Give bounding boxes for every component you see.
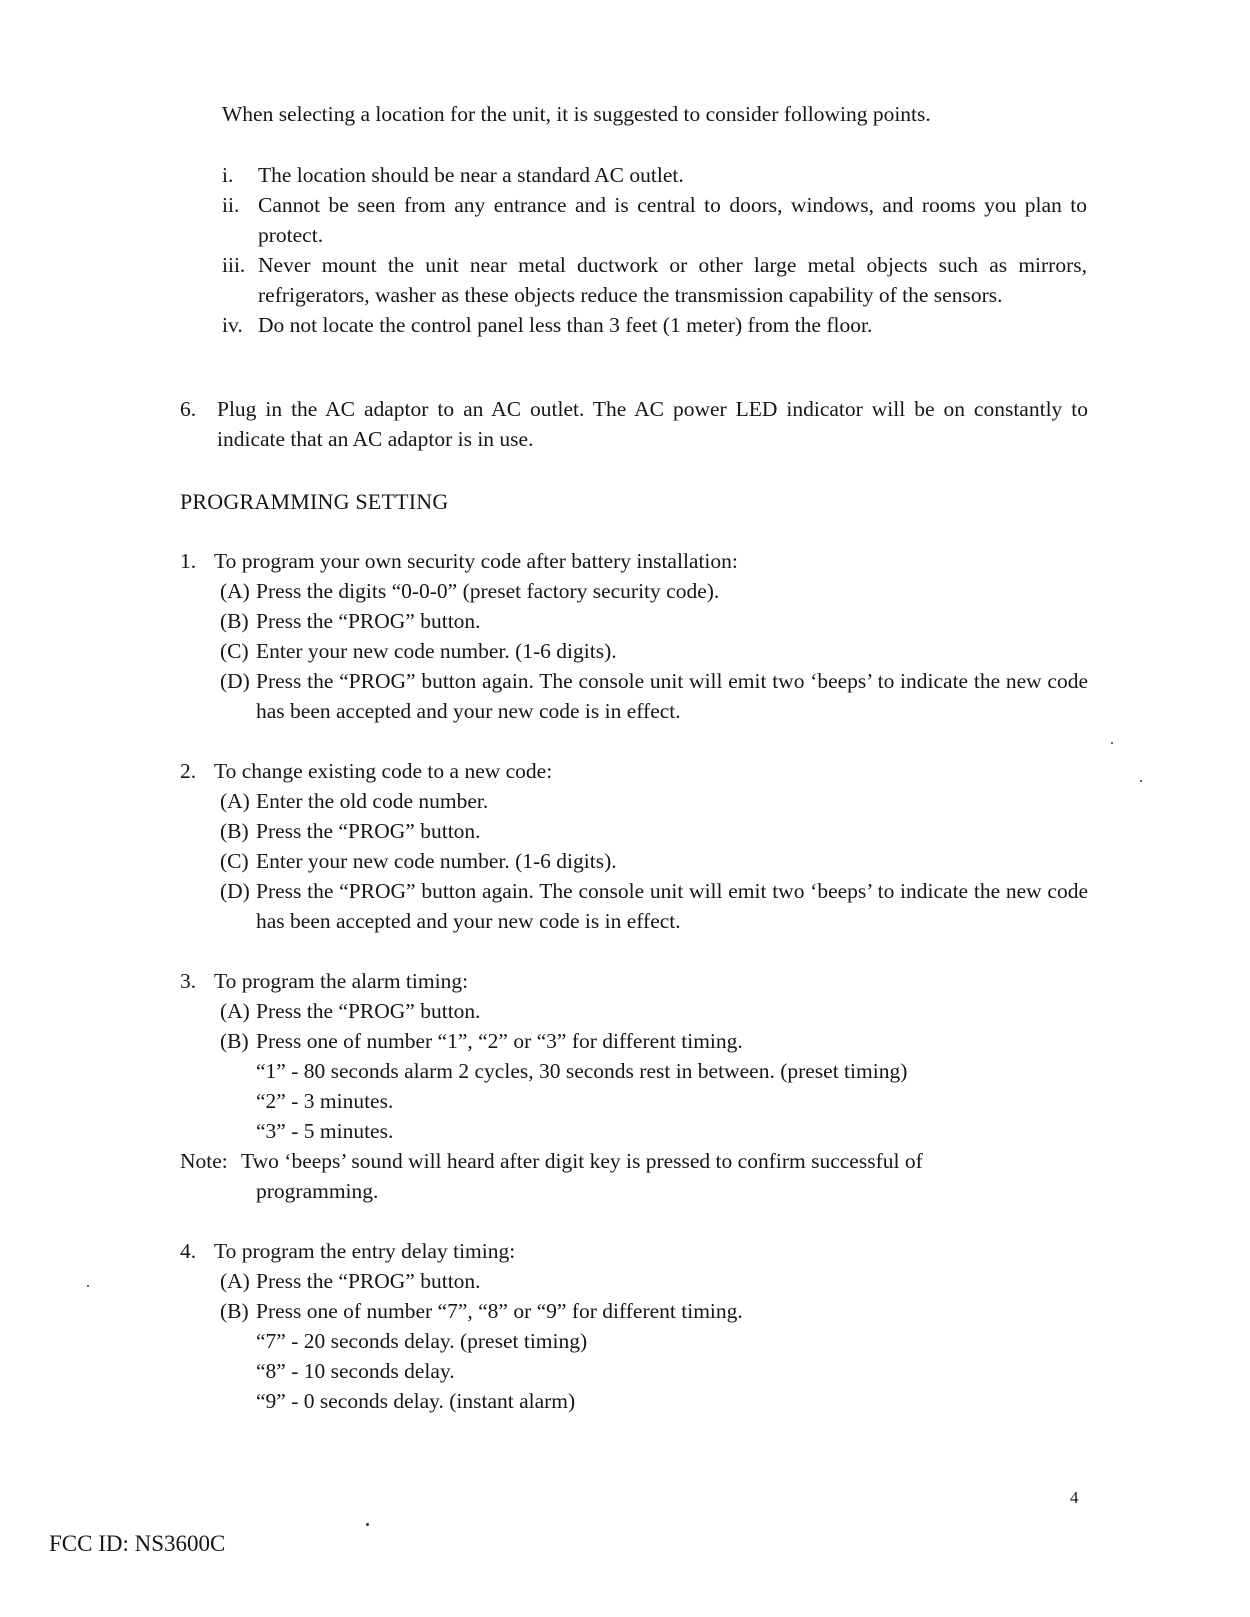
timing-option: “2” - 3 minutes. <box>256 1089 394 1113</box>
sub-step-label: (A) <box>220 999 250 1023</box>
sub-step <box>180 666 1088 726</box>
sub-step-label: (A) <box>220 789 250 813</box>
step-6 <box>180 394 1088 454</box>
step-lead: To program the entry delay timing: <box>214 1239 516 1263</box>
step-lead: To change existing code to a new code: <box>214 759 553 783</box>
sub-step <box>180 1266 1088 1296</box>
programming-step <box>180 546 1088 726</box>
point-number: iv. <box>222 313 243 337</box>
step-lead: To program your own security code after battery installation: <box>214 549 738 573</box>
step-number: 2. <box>180 759 197 783</box>
sub-step-text: Enter your new code number. (1-6 digits). <box>256 849 617 873</box>
location-point <box>222 250 1087 310</box>
point-text: Never mount the unit near metal ductwork or other large metal objects such as mirrors, refrigerators, washer as these objects reduce the transmission capability of the sensors. <box>258 253 1087 307</box>
sub-step-label: (D) <box>220 879 250 903</box>
sub-step <box>180 606 1088 636</box>
timing-option: “8” - 10 seconds delay. <box>256 1359 455 1383</box>
sub-step <box>180 876 1088 936</box>
point-number: i. <box>222 163 234 187</box>
sub-step-label: (B) <box>220 1299 249 1323</box>
sub-step-text: Press the “PROG” button again. The console unit will emit two ‘beeps’ to indicate the new code has been accepted and your new code is in effect. <box>256 879 1088 933</box>
sub-step-label: (C) <box>220 849 249 873</box>
timing-option: “1” - 80 seconds alarm 2 cycles, 30 seconds rest in between. (preset timing) <box>256 1059 908 1083</box>
point-text: Do not locate the control panel less than 3 feet (1 meter) from the floor. <box>258 313 873 337</box>
scan-speck <box>87 1285 89 1287</box>
sub-step-text: Press one of number “7”, “8” or “9” for different timing. <box>256 1299 743 1323</box>
sub-step-text: Enter the old code number. <box>256 789 489 813</box>
note-label: Note: <box>180 1149 228 1173</box>
programming-step <box>180 756 1088 936</box>
programming-steps <box>180 546 1088 1446</box>
intro-paragraph: When selecting a location for the unit, it is suggested to consider following points. <box>222 102 931 126</box>
sub-step <box>180 816 1088 846</box>
point-number: ii. <box>222 193 240 217</box>
note <box>180 1146 1088 1206</box>
timing-option: “3” - 5 minutes. <box>256 1119 394 1143</box>
sub-step <box>180 996 1088 1026</box>
sub-step <box>180 786 1088 816</box>
sub-step-label: (B) <box>220 819 249 843</box>
fcc-id: FCC ID: NS3600C <box>49 1531 226 1556</box>
sub-step-text: Press one of number “1”, “2” or “3” for different timing. <box>256 1029 743 1053</box>
location-point <box>222 310 1087 340</box>
sub-step-text: Enter your new code number. (1-6 digits). <box>256 639 617 663</box>
note-text-rest: programming. <box>256 1179 379 1203</box>
sub-step-label: (B) <box>220 1029 249 1053</box>
sub-step <box>180 1296 1088 1326</box>
step-number: 3. <box>180 969 197 993</box>
sub-step-text: Press the “PROG” button. <box>256 999 481 1023</box>
step-number: 1. <box>180 549 197 573</box>
sub-step-label: (D) <box>220 669 250 693</box>
sub-step-text: Press the digits “0-0-0” (preset factory security code). <box>256 579 720 603</box>
sub-step <box>180 576 1088 606</box>
sub-step <box>180 846 1088 876</box>
location-point <box>222 160 1087 190</box>
page-number: 4 <box>1070 1488 1079 1507</box>
step-number: 6. <box>180 397 197 421</box>
step-text: Plug in the AC adaptor to an AC outlet. The AC power LED indicator will be on constantly to indicate that an AC adaptor is in use. <box>217 397 1088 451</box>
point-number: iii. <box>222 253 246 277</box>
programming-step <box>180 1236 1088 1416</box>
note-text-first: Two ‘beeps’ sound will heard after digit key is pressed to confirm successful of <box>241 1149 923 1173</box>
timing-option: “9” - 0 seconds delay. (instant alarm) <box>256 1389 576 1413</box>
programming-step <box>180 966 1088 1146</box>
point-text: Cannot be seen from any entrance and is central to doors, windows, and rooms you plan to protect. <box>258 193 1087 247</box>
location-points-list <box>222 160 1087 340</box>
sub-step-label: (C) <box>220 639 249 663</box>
sub-step-label: (A) <box>220 579 250 603</box>
sub-step-text: Press the “PROG” button. <box>256 819 481 843</box>
timing-option: “7” - 20 seconds delay. (preset timing) <box>256 1329 588 1353</box>
sub-step-text: Press the “PROG” button. <box>256 609 481 633</box>
scan-speck <box>1111 742 1113 744</box>
scan-speck <box>1140 780 1142 782</box>
step-lead: To program the alarm timing: <box>214 969 469 993</box>
sub-step <box>180 1026 1088 1056</box>
sub-step-label: (B) <box>220 609 249 633</box>
section-heading: PROGRAMMING SETTING <box>180 489 449 514</box>
location-point <box>222 190 1087 250</box>
sub-step-text: Press the “PROG” button again. The console unit will emit two ‘beeps’ to indicate the new code has been accepted and your new code is in effect. <box>256 669 1088 723</box>
sub-step <box>180 636 1088 666</box>
point-text: The location should be near a standard AC outlet. <box>258 163 684 187</box>
sub-step-label: (A) <box>220 1269 250 1293</box>
scan-speck <box>366 1523 369 1526</box>
step-number: 4. <box>180 1239 197 1263</box>
sub-step-text: Press the “PROG” button. <box>256 1269 481 1293</box>
